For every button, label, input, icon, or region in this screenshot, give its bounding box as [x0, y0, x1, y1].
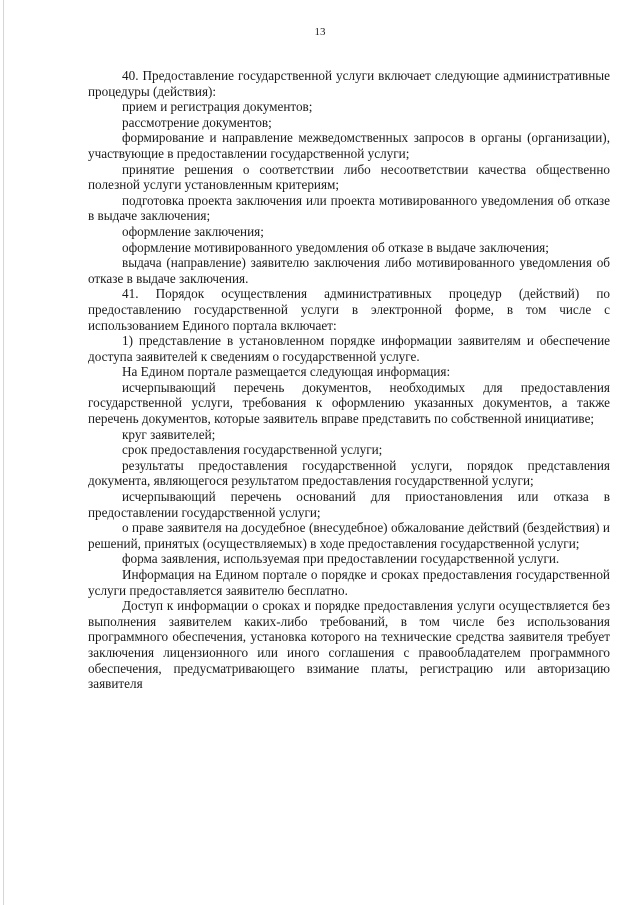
list-item-requests: формирование и направление межведомственных запросов в органы (организации), участвующие в предоставлении государственной услуги;: [88, 130, 610, 161]
list-item-review: рассмотрение документов;: [122, 114, 272, 130]
paragraph-41-item-1: 1) представление в установленном порядке информации заявителям и обеспечение доступа заявителей к сведениям о государственной услуге.: [88, 333, 610, 364]
list-item-form: форма заявления, используемая при предоставлении государственной услуги.: [122, 551, 560, 567]
list-item-issuance: выдача (направление) заявителю заключения либо мотивированного уведомления об отказе в выдаче заключения.: [88, 255, 610, 286]
document-body: [88, 68, 610, 692]
list-item-term: срок предоставления государственной услуги;: [122, 442, 383, 458]
list-item-results: результаты предоставления государственной услуги, порядок представления документа, являющегося результатом предоставления государственной услуги;: [88, 457, 610, 489]
portal-info-heading: На Едином портале размещается следующая информация:: [122, 364, 451, 380]
paragraph-free-info: Информация на Едином портале о порядке и сроках предоставления государственной услуги предоставляется заявителю бесплатно.: [88, 567, 610, 598]
list-item-decision: принятие решения о соответствии либо несоответствии качества общественно полезной услуги установленным критериям;: [88, 161, 610, 193]
list-item-documents: исчерпывающий перечень документов, необходимых для предоставления государственной услуги, требования к оформлению указанных документов, а также перечень документов, которые заявитель вправе представить по собственной инициативе;: [88, 379, 610, 427]
scan-edge-line: [3, 0, 4, 905]
list-item-conclusion: оформление заключения;: [122, 223, 264, 239]
list-item-draft: подготовка проекта заключения или проекта мотивированного уведомления об отказе в выдаче заключения;: [88, 192, 610, 224]
page-number: 13: [314, 26, 326, 38]
list-item-grounds: исчерпывающий перечень оснований для приостановления или отказа в предоставлении государственной услуги;: [88, 489, 610, 520]
paragraph-access: Доступ к информации о сроках и порядке предоставления услуги осуществляется без выполнения заявителем каких-либо требований, в том числе без использования программного обеспечения, установка которого на технические средства заявителя требует заключения лицензионного или иного соглашения с правообладателем программного обеспечения, предусматривающего взимание платы, регистрацию или авторизацию заявителя: [88, 598, 610, 692]
paragraph-40-intro: 40. Предоставление государственной услуги включает следующие административные процедуры (действия):: [88, 68, 610, 99]
list-item-appeal: о праве заявителя на досудебное (внесудебное) обжалование действий (бездействия) и решений, принятых (осуществляемых) в ходе предоставления государственной услуги;: [88, 520, 610, 551]
list-item-applicants: круг заявителей;: [122, 426, 216, 442]
list-item-refusal-notice: оформление мотивированного уведомления об отказе в выдаче заключения;: [122, 239, 549, 255]
list-item-receipt: прием и регистрация документов;: [122, 99, 313, 115]
paragraph-41-intro: 41. Порядок осуществления административных процедур (действий) по предоставлению государственной услуги в электронной форме, в том числе с использованием Единого портала включает:: [88, 286, 610, 333]
